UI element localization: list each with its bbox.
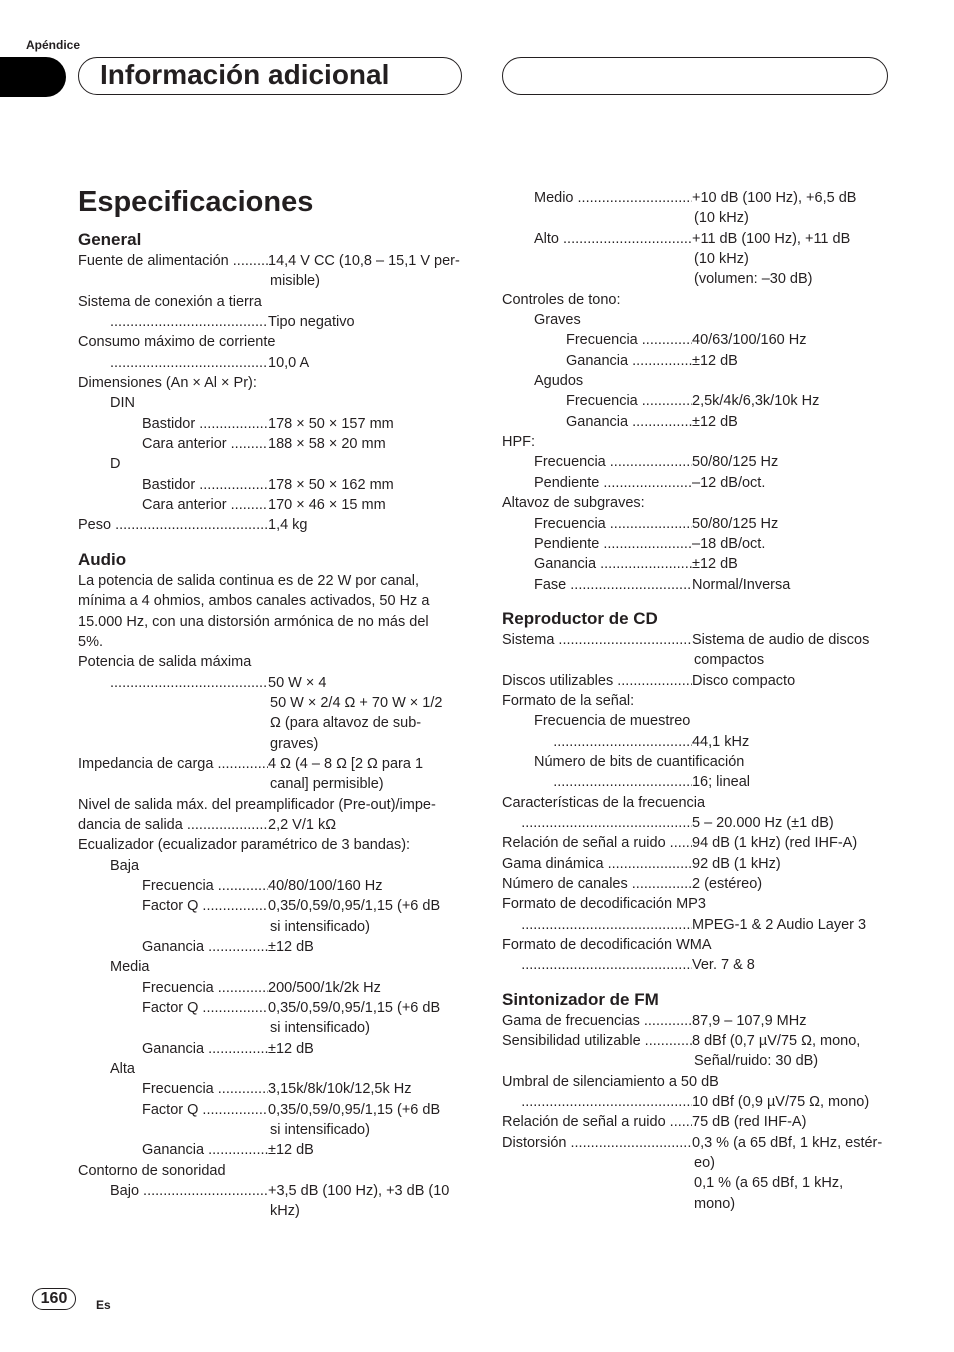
spec-row (502, 534, 890, 554)
spec-value: 178 × 50 × 162 mm (268, 476, 394, 493)
spec-label: Cara anterior ..... (78, 495, 268, 515)
spec-row (78, 414, 466, 434)
spec-row (502, 732, 890, 752)
spec-text: Dimensiones (An × Al × Pr): (78, 375, 257, 392)
spec-label (502, 1092, 692, 1112)
spec-row (78, 353, 466, 373)
spec-value-continued: (volumen: –30 dB) (694, 271, 813, 288)
left-column (78, 229, 466, 1222)
spec-label: Discos utilizables ..... (502, 671, 692, 691)
spec-value: 1,4 kg (268, 517, 308, 534)
spec-value: 50/80/125 Hz (692, 454, 779, 471)
spec-label: Frecuencia ..... (502, 452, 692, 472)
spec-label (502, 813, 692, 833)
section-heading: Reproductor de CD (502, 608, 658, 628)
spec-row (78, 251, 466, 271)
language-code: Es (96, 1298, 111, 1312)
spec-value-continued: (10 kHz) (694, 251, 749, 268)
spec-label: Cara anterior ..... (78, 434, 268, 454)
spec-value: +10 dB (100 Hz), +6,5 dB (692, 190, 857, 206)
spec-value: 0,35/0,59/0,95/1,15 (+6 dB (268, 1000, 441, 1017)
spec-text: Baja (110, 857, 140, 874)
spec-value: 94 dB (1 kHz) (red IHF-A) (692, 835, 858, 852)
spec-label (502, 772, 692, 792)
spec-row (502, 351, 890, 371)
spec-label (78, 673, 268, 693)
spec-value-continued: graves) (270, 735, 319, 752)
spec-value: –12 dB/oct. (692, 474, 766, 491)
spec-label: Fase ..... (502, 575, 692, 595)
spec-text: Características de la frecuencia (502, 794, 706, 811)
spec-value-continued: Señal/ruido: 30 dB) (694, 1053, 819, 1070)
spec-row (78, 1100, 466, 1120)
spec-row (502, 452, 890, 472)
spec-label: dancia de salida ..... (78, 815, 268, 835)
spec-text: 5%. (78, 633, 103, 650)
spec-label: Sensibilidad utilizable ..... (502, 1031, 692, 1051)
spec-row (78, 1181, 466, 1201)
spec-text: Potencia de salida máxima (78, 654, 252, 671)
spec-row (502, 412, 890, 432)
spec-value: 40/80/100/160 Hz (268, 877, 383, 894)
spec-text: Número de bits de cuantificación (534, 753, 745, 770)
spec-label: Frecuencia ..... (78, 978, 268, 998)
spec-value-continued: Ω (para altavoz de sub- (270, 715, 422, 732)
spec-text: Altavoz de subgraves: (502, 495, 645, 512)
spec-row (78, 495, 466, 515)
spec-text: Frecuencia de muestreo (534, 713, 691, 730)
spec-text: Media (110, 959, 150, 976)
spec-value: 2,2 V/1 kΩ (268, 816, 337, 833)
spec-text: Agudos (534, 373, 584, 390)
spec-row (78, 815, 466, 835)
spec-row (78, 475, 466, 495)
spec-value-continued: mono) (694, 1195, 736, 1212)
spec-label: Impedancia de carga ..... (78, 754, 268, 774)
spec-row (502, 854, 890, 874)
spec-value: MPEG-1 & 2 Audio Layer 3 (691, 916, 867, 933)
spec-row (78, 978, 466, 998)
spec-value-continued: (10 kHz) (694, 210, 749, 227)
spec-label: Bastidor ..... (78, 414, 268, 434)
spec-label (502, 915, 692, 935)
spec-label: Gama dinámica ..... (502, 854, 692, 874)
spec-text: Formato de decodificación MP3 (502, 896, 706, 913)
spec-row (502, 630, 890, 650)
spec-value-continued: kHz) (270, 1203, 300, 1220)
spec-value: 200/500/1k/2k Hz (268, 979, 381, 996)
section-heading: Sintonizador de FM (502, 989, 659, 1009)
spec-value: ±12 dB (692, 352, 738, 369)
spec-value: 16; lineal (691, 774, 751, 791)
spec-value: 188 × 58 × 20 mm (268, 436, 386, 453)
spec-text: Formato de la señal: (502, 692, 635, 709)
spec-value: Ver. 7 & 8 (691, 957, 755, 974)
spec-row (78, 1039, 466, 1059)
spec-row (502, 575, 890, 595)
spec-row (78, 1079, 466, 1099)
spec-row (502, 330, 890, 350)
spec-row (502, 1112, 890, 1132)
spec-text: DIN (110, 395, 135, 412)
spec-value: 3,15k/8k/10k/12,5k Hz (268, 1081, 412, 1098)
spec-row (78, 673, 466, 693)
spec-text: Formato de decodificación WMA (502, 937, 712, 954)
spec-text: Consumo máximo de corriente (78, 334, 276, 351)
header-title: Información adicional (100, 59, 390, 90)
spec-value: 14,4 V CC (10,8 – 15,1 V per- (268, 253, 460, 269)
spec-label (502, 955, 692, 975)
spec-value: 44,1 kHz (691, 733, 750, 750)
spec-row (502, 1092, 890, 1112)
spec-value: 10 dBf (0,9 µV/75 Ω, mono) (691, 1094, 870, 1111)
spec-label: Factor Q ..... (78, 998, 268, 1018)
spec-text: Nivel de salida máx. del preamplificador (Pre-out)/impe- (78, 796, 436, 813)
spec-row (78, 434, 466, 454)
spec-row (502, 772, 890, 792)
spec-value: ±12 dB (692, 556, 738, 573)
spec-text: Contorno de sonoridad (78, 1162, 226, 1179)
spec-row (78, 937, 466, 957)
spec-label: Ganancia ..... (502, 554, 692, 574)
spec-label: Ganancia ..... (78, 1039, 268, 1059)
spec-text: Controles de tono: (502, 291, 621, 308)
spec-label: Peso ..... (78, 515, 268, 535)
spec-label: Relación de señal a ruido ..... (502, 833, 692, 853)
spec-label: Relación de señal a ruido ..... (502, 1112, 692, 1132)
spec-label: Ganancia ..... (502, 412, 692, 432)
spec-value-continued: si intensificado) (270, 918, 370, 935)
spec-label: Alto ..... (502, 229, 692, 249)
spec-value: 8 dBf (0,7 µV/75 Ω, mono, (692, 1033, 861, 1050)
spec-label: Frecuencia ..... (78, 876, 268, 896)
spec-value: ±12 dB (268, 1142, 314, 1159)
spec-row (502, 473, 890, 493)
spec-label: Bastidor ..... (78, 475, 268, 495)
spec-row (502, 955, 890, 975)
spec-value: 0,35/0,59/0,95/1,15 (+6 dB (268, 898, 441, 915)
spec-row (502, 1031, 890, 1051)
spec-value-continued: canal] permisible) (270, 776, 384, 793)
spec-label: Fuente de alimentación ..... (78, 251, 268, 271)
spec-value: Tipo negativo (268, 314, 355, 331)
spec-value-continued: si intensificado) (270, 1122, 370, 1139)
spec-label: Bajo ..... (78, 1181, 268, 1201)
page-number: 160 (32, 1288, 76, 1310)
spec-value: –18 dB/oct. (692, 535, 766, 552)
spec-label: Factor Q ..... (78, 1100, 268, 1120)
spec-label: Ganancia ..... (502, 351, 692, 371)
spec-text: Alta (110, 1061, 135, 1078)
spec-label: Frecuencia ..... (502, 391, 692, 411)
spec-row (78, 1140, 466, 1160)
spec-value: Sistema de audio de discos (692, 631, 870, 648)
spec-label: Pendiente ..... (502, 534, 692, 554)
spec-row (502, 833, 890, 853)
spec-row (502, 229, 890, 249)
spec-row (78, 998, 466, 1018)
spec-value-continued: misible) (270, 273, 320, 290)
spec-value: +3,5 dB (100 Hz), +3 dB (10 (268, 1183, 450, 1200)
spec-value-continued: 50 W × 2/4 Ω + 70 W × 1/2 (270, 694, 443, 711)
spec-text: mínima a 4 ohmios, ambos canales activados, 50 Hz a (78, 593, 430, 610)
section-label: Apéndice (26, 38, 81, 52)
spec-label: Frecuencia ..... (502, 514, 692, 534)
spec-row (78, 876, 466, 896)
spec-value: Disco compacto (692, 672, 796, 689)
spec-value-continued: compactos (694, 652, 765, 669)
spec-label: Gama de frecuencias ..... (502, 1011, 692, 1031)
spec-value: Normal/Inversa (692, 576, 791, 593)
spec-row (502, 1011, 890, 1031)
spec-value: 50/80/125 Hz (692, 515, 779, 532)
spec-row (502, 813, 890, 833)
spec-row (78, 515, 466, 535)
spec-label: Ganancia ..... (78, 1140, 268, 1160)
spec-label: Frecuencia ..... (78, 1079, 268, 1099)
spec-value: 2,5k/4k/6,3k/10k Hz (692, 393, 820, 410)
page-title: Especificaciones (78, 186, 314, 218)
spec-value: 2 (estéreo) (692, 876, 763, 892)
spec-text: Umbral de silenciamiento a 50 dB (502, 1073, 719, 1090)
spec-label: Pendiente ..... (502, 473, 692, 493)
spec-value: 87,9 – 107,9 MHz (692, 1012, 807, 1029)
section-heading: General (78, 230, 142, 249)
right-column (502, 188, 890, 1214)
spec-value-continued: si intensificado) (270, 1020, 370, 1037)
spec-text: Graves (534, 312, 581, 329)
spec-row (502, 188, 890, 208)
spec-text: Ecualizador (ecualizador paramétrico de 3 bandas): (78, 837, 411, 854)
spec-label: Factor Q ..... (78, 896, 268, 916)
spec-label (502, 732, 692, 752)
spec-value: 10,0 A (268, 354, 310, 371)
spec-value: ±12 dB (268, 1040, 314, 1057)
spec-label: Medio ..... (502, 188, 692, 208)
spec-value: 170 × 46 × 15 mm (268, 497, 386, 514)
spec-value: 92 dB (1 kHz) (692, 855, 781, 872)
spec-row (502, 554, 890, 574)
spec-value: 50 W × 4 (268, 674, 327, 691)
spec-value: 0,35/0,59/0,95/1,15 (+6 dB (268, 1101, 441, 1118)
spec-label (78, 353, 268, 373)
spec-label: Sistema ..... (502, 630, 692, 650)
spec-row (78, 896, 466, 916)
spec-label: Distorsión ..... (502, 1133, 692, 1153)
spec-label (78, 312, 268, 332)
spec-row (502, 671, 890, 691)
spec-value: +11 dB (100 Hz), +11 dB (692, 230, 851, 247)
spec-label: Frecuencia ..... (502, 330, 692, 350)
spec-row (502, 874, 890, 894)
spec-value: ±12 dB (268, 939, 314, 955)
spec-text: HPF: (502, 434, 536, 451)
spec-text: La potencia de salida continua es de 22 W por canal, (78, 572, 419, 589)
spec-row (502, 1133, 890, 1153)
spec-value: 178 × 50 × 157 mm (268, 415, 394, 432)
spec-row (502, 915, 890, 935)
spec-value: ±12 dB (692, 413, 738, 430)
header-empty-box (502, 57, 888, 95)
section-tab-marker (0, 57, 66, 97)
spec-row (502, 514, 890, 534)
spec-value: 0,3 % (a 65 dBf, 1 kHz, estér- (692, 1134, 883, 1151)
spec-text: D (110, 456, 121, 473)
spec-value-continued: 0,1 % (a 65 dBf, 1 kHz, (694, 1175, 844, 1192)
spec-label: Ganancia ..... (78, 937, 268, 957)
spec-value: 5 – 20.000 Hz (±1 dB) (691, 814, 834, 831)
spec-row (502, 391, 890, 411)
spec-value: 40/63/100/160 Hz (692, 332, 807, 349)
spec-row (78, 754, 466, 774)
spec-text: Sistema de conexión a tierra (78, 293, 262, 310)
spec-text: 15.000 Hz, con una distorsión armónica de no más del (78, 613, 429, 630)
spec-value: 4 Ω (4 – 8 Ω [2 Ω para 1 (268, 755, 424, 772)
spec-row (78, 312, 466, 332)
spec-value: 75 dB (red IHF-A) (692, 1114, 807, 1131)
spec-label: Número de canales ..... (502, 874, 692, 894)
spec-value-continued: eo) (694, 1155, 715, 1172)
section-heading: Audio (78, 549, 127, 569)
